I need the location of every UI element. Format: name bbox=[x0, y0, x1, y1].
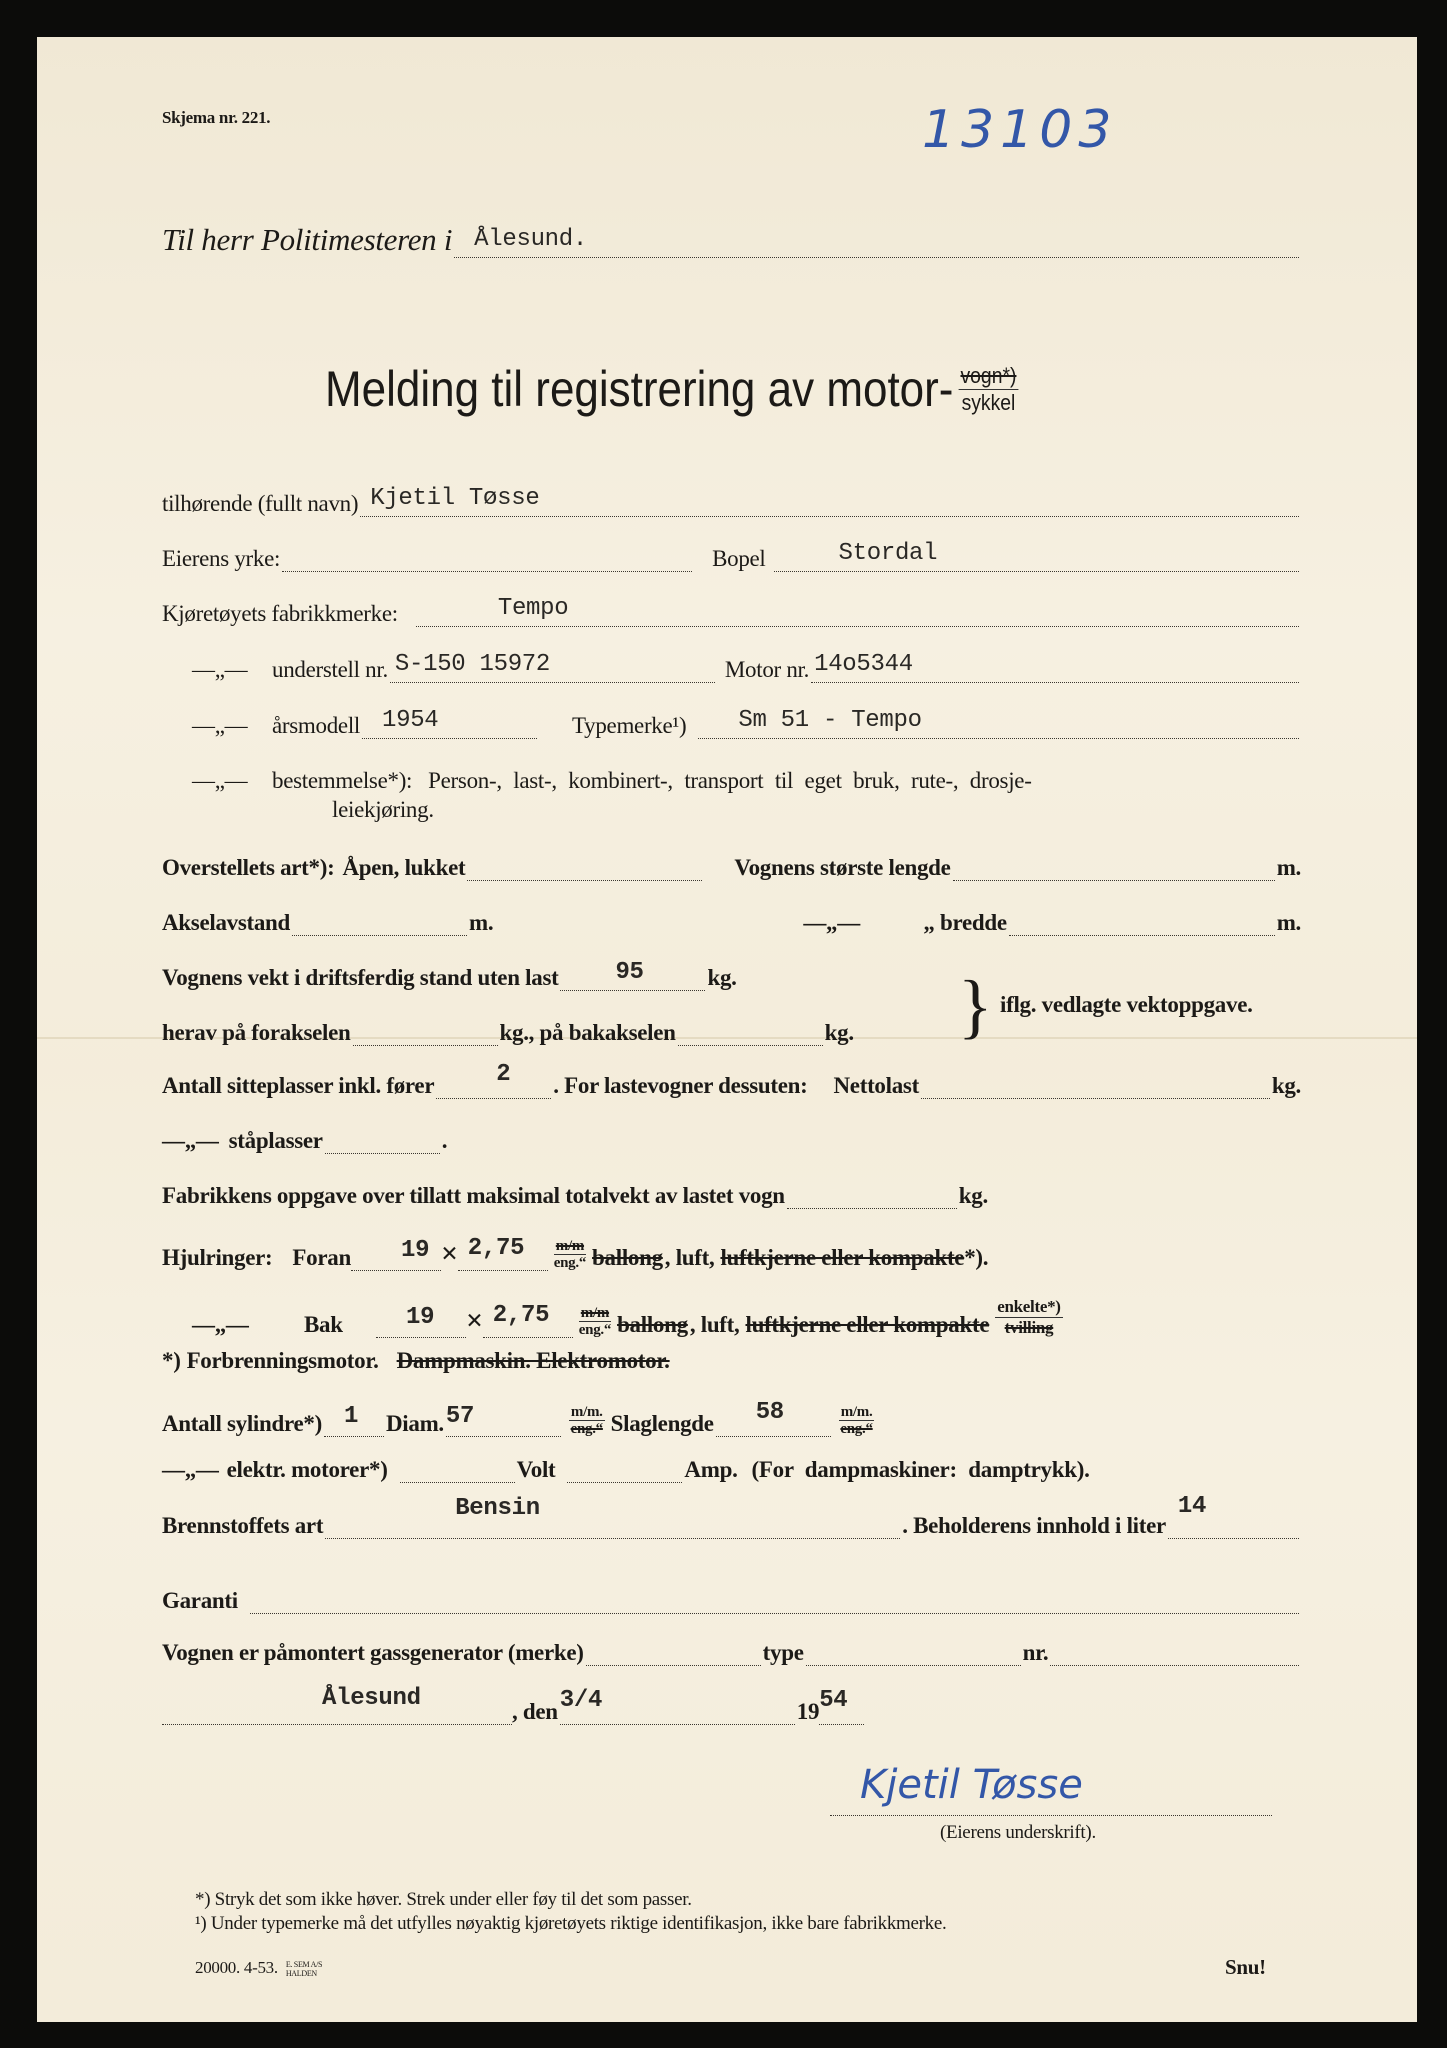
engine-type-kept: Forbrenningsmotor. bbox=[186, 1348, 379, 1373]
chassis-label: understell nr. bbox=[272, 657, 388, 682]
print-info-row bbox=[195, 1958, 1301, 1978]
axle-rear-field[interactable] bbox=[678, 1019, 823, 1046]
axle-front-label: herav på forakselen bbox=[162, 1020, 351, 1045]
gas-generator-field[interactable] bbox=[586, 1639, 761, 1666]
type-value: Sm 51 - Tempo bbox=[738, 707, 922, 734]
axle-rear-label: kg., på bakakselen bbox=[499, 1020, 676, 1045]
cargo-label: . For lastevogner dessuten: bbox=[553, 1073, 808, 1098]
width-label: „ bredde bbox=[923, 910, 1007, 935]
make-label: Kjøretøyets fabrikkmerke: bbox=[162, 601, 398, 626]
title-option-kept: sykkel bbox=[961, 389, 1016, 415]
type-field[interactable] bbox=[698, 707, 1299, 739]
times-sign: × bbox=[440, 1237, 458, 1270]
residence-field[interactable] bbox=[774, 540, 1299, 572]
date-label: , den bbox=[512, 1699, 558, 1724]
weight-value: 95 bbox=[615, 959, 644, 986]
gas-generator-label: Vognen er påmontert gassgenerator (merke) bbox=[162, 1640, 584, 1665]
addressee-value: Ålesund. bbox=[474, 226, 587, 253]
owner-field[interactable] bbox=[360, 485, 1299, 517]
tank-value: 14 bbox=[1177, 1493, 1207, 1520]
brace: } bbox=[958, 966, 993, 1046]
kept-option: , luft, bbox=[689, 1312, 740, 1337]
standing-end: . bbox=[441, 1128, 448, 1153]
wheelbase-label: Akselavstand bbox=[162, 910, 291, 935]
cylinders-label: Antall sylindre*) bbox=[162, 1411, 322, 1436]
gas-generator-row bbox=[162, 1639, 1301, 1666]
axle-unit: kg. bbox=[824, 1020, 854, 1045]
seats-row bbox=[162, 1061, 1301, 1099]
purpose-options-cont: leiekjøring. bbox=[332, 797, 434, 822]
amp-field[interactable] bbox=[567, 1456, 682, 1483]
motor-value: 14o5344 bbox=[814, 651, 913, 678]
diameter-unit bbox=[569, 1404, 605, 1437]
make-value: Tempo bbox=[497, 595, 569, 622]
printer-mark: E. SEM A/S HALDEN bbox=[285, 1960, 323, 1978]
unit-mm: m/m bbox=[555, 1238, 585, 1254]
electric-label: elektr. motorer*) bbox=[226, 1457, 388, 1482]
form-number: Skjema nr. 221. bbox=[162, 108, 271, 127]
weight-row bbox=[162, 959, 977, 991]
place-field[interactable] bbox=[162, 1685, 512, 1725]
tires-front-a: 19 bbox=[400, 1237, 430, 1264]
tires-rear-a-field[interactable] bbox=[376, 1304, 466, 1338]
handwritten-number: 13103 bbox=[922, 100, 1118, 160]
ditto-mark: —„— bbox=[192, 657, 248, 682]
times-sign: × bbox=[466, 1304, 483, 1337]
gas-type-field[interactable] bbox=[806, 1639, 1021, 1666]
guarantee-row bbox=[162, 1587, 1301, 1614]
tires-end: *). bbox=[964, 1245, 989, 1270]
guarantee-field[interactable] bbox=[250, 1587, 1299, 1614]
ditto-mark: —„— bbox=[192, 768, 248, 793]
fuel-row bbox=[162, 1493, 1301, 1539]
make-row bbox=[162, 595, 1301, 627]
tires-front-row bbox=[162, 1237, 1301, 1271]
wheelbase-field[interactable] bbox=[292, 909, 467, 936]
tires-rear-label: Bak bbox=[304, 1312, 343, 1337]
model-year-field[interactable] bbox=[362, 707, 537, 739]
ditto-mark: —„— bbox=[803, 910, 860, 935]
gas-type-label: type bbox=[762, 1640, 804, 1665]
tires-front-label: Foran bbox=[292, 1245, 351, 1270]
occupation-row bbox=[162, 540, 1301, 572]
model-year-label: årsmodell bbox=[272, 713, 360, 738]
net-load-unit: kg. bbox=[1271, 1073, 1301, 1098]
tires-unit bbox=[554, 1238, 586, 1271]
unit-mm: m/m bbox=[580, 1305, 610, 1321]
make-field[interactable] bbox=[416, 595, 1299, 627]
struck-option: luftkjerne eller kompakte bbox=[745, 1312, 990, 1337]
unit-mm: m/m. bbox=[840, 1404, 873, 1420]
tires-unit bbox=[579, 1305, 611, 1338]
width-unit: m. bbox=[1276, 910, 1301, 935]
net-load-field[interactable] bbox=[921, 1072, 1270, 1099]
net-load-label: Nettolast bbox=[833, 1073, 919, 1098]
volt-label: Volt bbox=[516, 1457, 556, 1482]
struck-option: ballong bbox=[592, 1245, 663, 1270]
residence-value: Stordal bbox=[838, 540, 938, 567]
gas-nr-label: nr. bbox=[1022, 1640, 1049, 1665]
tires-rear-b: 2,75 bbox=[492, 1302, 550, 1329]
chassis-field[interactable] bbox=[390, 651, 715, 683]
unit-mm: m/m. bbox=[570, 1404, 603, 1420]
axle-front-field[interactable] bbox=[353, 1019, 498, 1046]
place-value: Ålesund bbox=[322, 1685, 421, 1712]
max-total-row bbox=[162, 1182, 1301, 1209]
signature: Kjetil Tøsse bbox=[860, 1762, 1083, 1808]
unit-eng: eng.“ bbox=[578, 1322, 612, 1338]
standing-label: ståplasser bbox=[228, 1128, 323, 1153]
purpose-row-2 bbox=[332, 797, 1301, 823]
tires-rear-a: 19 bbox=[406, 1304, 435, 1331]
fuel-field[interactable] bbox=[325, 1495, 900, 1539]
unit-eng: eng.“ bbox=[553, 1255, 587, 1271]
year-value: 54 bbox=[819, 1687, 848, 1714]
date-field[interactable] bbox=[559, 1687, 795, 1725]
weight-label: Vognens vekt i driftsferdig stand uten last bbox=[162, 965, 559, 990]
footnote-2: ¹) Under typemerke må det utfylles nøyaktig kjøretøyets riktige identifikasjon, ikke bare fabrikkmerke. bbox=[195, 1913, 947, 1934]
fuel-label: Brennstoffets art bbox=[162, 1513, 324, 1538]
occupation-label: Eierens yrke: bbox=[162, 546, 281, 571]
max-length-field[interactable] bbox=[953, 854, 1275, 881]
guarantee-label: Garanti bbox=[162, 1588, 238, 1613]
max-total-label: Fabrikkens oppgave over tillatt maksimal totalvekt av lastet vogn bbox=[162, 1183, 785, 1208]
footnote-1: *) Stryk det som ikke høver. Strek under eller føy til det som passer. bbox=[195, 1889, 692, 1910]
chassis-row bbox=[192, 651, 1301, 683]
title-option-struck: vogn*) bbox=[960, 362, 1017, 388]
stroke-value: 58 bbox=[755, 1399, 784, 1426]
signature-label: (Eierens underskrift). bbox=[940, 1822, 1096, 1843]
residence-label: Bopel bbox=[712, 546, 766, 571]
single-twin-options bbox=[995, 1297, 1062, 1338]
seats-value: 2 bbox=[496, 1061, 511, 1088]
tires-front-b-field[interactable] bbox=[458, 1235, 548, 1271]
engine-type-row bbox=[162, 1348, 1301, 1374]
single-option: enkelte*) bbox=[997, 1297, 1061, 1316]
ditto-mark: —„— bbox=[162, 1457, 219, 1482]
print-info: 20000. 4-53. bbox=[195, 1958, 278, 1977]
title-options bbox=[959, 363, 1018, 416]
unit-eng: eng.“ bbox=[570, 1421, 603, 1437]
standing-row bbox=[162, 1127, 1301, 1154]
addressee-row bbox=[162, 222, 1301, 258]
chassis-value: S-150 15972 bbox=[394, 651, 551, 678]
stroke-label: Slaglengde bbox=[610, 1411, 714, 1436]
tires-rear-row bbox=[192, 1297, 1301, 1338]
ditto-mark: —„— bbox=[192, 713, 248, 738]
year-prefix: 19 bbox=[796, 1699, 820, 1724]
cylinders-row bbox=[162, 1399, 1301, 1437]
electric-row bbox=[162, 1456, 1301, 1483]
date-value: 3/4 bbox=[559, 1687, 603, 1714]
body-type-label: Overstellets art*): bbox=[162, 855, 335, 880]
tires-label: Hjulringer: bbox=[162, 1245, 273, 1270]
max-total-unit: kg. bbox=[958, 1183, 988, 1208]
diameter-label: Diam. bbox=[385, 1411, 444, 1436]
seats-field[interactable] bbox=[436, 1061, 551, 1099]
occupation-field[interactable] bbox=[282, 545, 692, 572]
footnote-mark: *) bbox=[162, 1348, 181, 1373]
wheelbase-row bbox=[162, 909, 1301, 936]
turn-over: Snu! bbox=[1225, 1955, 1266, 1979]
motor-label: Motor nr. bbox=[724, 657, 810, 682]
weight-note: iflg. vedlagte vektoppgave. bbox=[1000, 992, 1253, 1017]
tank-label: . Beholderens innhold i liter bbox=[902, 1513, 1166, 1538]
tank-field[interactable] bbox=[1168, 1493, 1299, 1539]
struck-option: luftkjerne eller kompakte bbox=[720, 1245, 965, 1270]
gas-nr-field[interactable] bbox=[1050, 1639, 1299, 1666]
body-type-options: Åpen, lukket bbox=[342, 855, 466, 880]
max-length-unit: m. bbox=[1276, 855, 1301, 880]
page-title bbox=[325, 360, 1023, 418]
width-field[interactable] bbox=[1009, 909, 1275, 936]
engine-type-struck: Dampmaskin. Elektromotor. bbox=[396, 1348, 670, 1373]
model-year-value: 1954 bbox=[382, 707, 439, 734]
addressee-label: Til herr Politimesteren i bbox=[162, 222, 453, 257]
motor-field[interactable] bbox=[811, 651, 1299, 683]
body-type-field[interactable] bbox=[467, 854, 702, 881]
signature-line bbox=[830, 1815, 1272, 1816]
tires-rear-b-field[interactable] bbox=[483, 1302, 573, 1338]
ditto-mark: —„— bbox=[192, 1312, 249, 1337]
cylinders-field[interactable] bbox=[324, 1403, 384, 1437]
stroke-field[interactable] bbox=[716, 1399, 831, 1437]
form-number-row bbox=[162, 108, 1301, 128]
owner-value: Kjetil Tøsse bbox=[370, 485, 540, 512]
wheelbase-unit: m. bbox=[469, 910, 494, 935]
diameter-field[interactable] bbox=[445, 1403, 561, 1437]
owner-label: tilhørende (fullt navn) bbox=[162, 491, 359, 516]
weight-field[interactable] bbox=[560, 959, 705, 991]
seats-label: Antall sitteplasser inkl. fører bbox=[162, 1073, 435, 1098]
unit-eng: eng.“ bbox=[840, 1421, 873, 1437]
fuel-value: Bensin bbox=[455, 1495, 540, 1522]
ditto-mark: —„— bbox=[162, 1128, 219, 1153]
body-type-row bbox=[162, 854, 1301, 881]
tires-front-b: 2,75 bbox=[467, 1235, 525, 1262]
weight-unit: kg. bbox=[707, 965, 737, 990]
purpose-row bbox=[192, 768, 1301, 794]
diameter-value: 57 bbox=[445, 1403, 475, 1430]
axle-row bbox=[162, 1019, 987, 1046]
volt-field[interactable] bbox=[400, 1456, 515, 1483]
owner-row bbox=[162, 485, 1301, 517]
addressee-field[interactable] bbox=[454, 226, 1299, 258]
model-year-row bbox=[192, 707, 1301, 739]
max-total-field[interactable] bbox=[787, 1182, 957, 1209]
year-field[interactable] bbox=[819, 1687, 864, 1725]
cylinders-value: 1 bbox=[343, 1403, 359, 1430]
purpose-options: Person-, last-, kombinert-, transport til eget bruk, rute-, drosje- bbox=[428, 768, 1032, 793]
title-main: Melding til registrering av motor- bbox=[325, 361, 954, 417]
max-length-label: Vognens største lengde bbox=[734, 855, 951, 880]
standing-field[interactable] bbox=[325, 1127, 440, 1154]
purpose-label: bestemmelse*): bbox=[272, 768, 413, 793]
struck-option: ballong bbox=[617, 1312, 688, 1337]
twin-option: tvilling bbox=[1004, 1318, 1054, 1337]
tires-front-a-field[interactable] bbox=[351, 1237, 441, 1271]
kept-option: , luft, bbox=[664, 1245, 715, 1270]
place-date-row bbox=[162, 1685, 1301, 1725]
steam-note: (For dampmaskiner: damptrykk). bbox=[751, 1457, 1090, 1482]
stroke-unit bbox=[839, 1404, 875, 1437]
type-label: Typemerke¹) bbox=[572, 713, 687, 738]
amp-label: Amp. bbox=[684, 1457, 738, 1482]
